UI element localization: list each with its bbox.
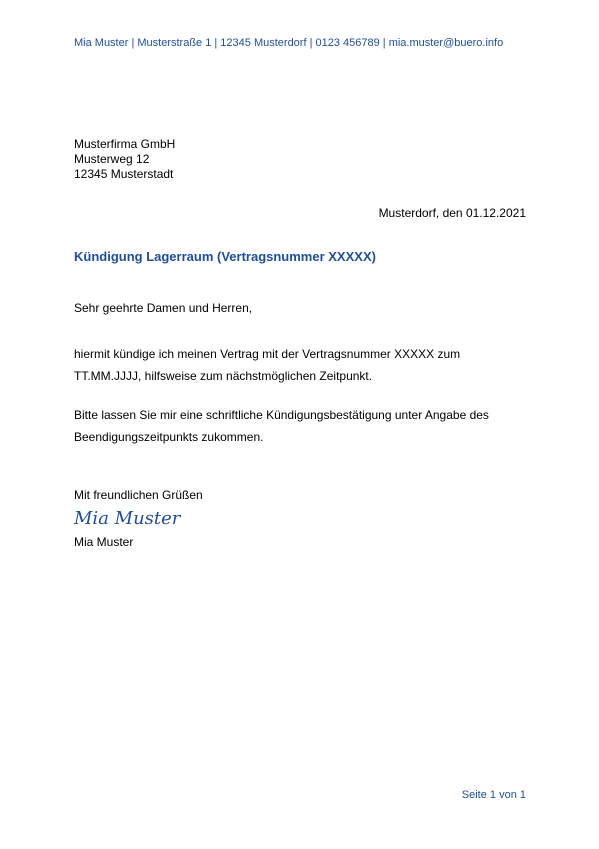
- body-paragraph-1: [74, 343, 460, 387]
- handwritten-signature: Mia Muster: [74, 508, 181, 529]
- signer-name: Mia Muster: [74, 535, 134, 549]
- body-paragraph-2: [74, 404, 489, 448]
- body-paragraph-1-line-2: TT.MM.JJJJ, hilfsweise zum nächstmöglichen Zeitpunkt.: [74, 369, 373, 383]
- recipient-address-block: [74, 137, 175, 182]
- closing-phrase: Mit freundlichen Grüßen: [74, 488, 203, 502]
- salutation: Sehr geehrte Damen und Herren,: [74, 301, 253, 315]
- recipient-city: 12345 Musterstadt: [74, 167, 174, 181]
- recipient-street: Musterweg 12: [74, 152, 150, 166]
- page-number: Seite 1 von 1: [461, 789, 526, 801]
- body-paragraph-2-line-1: Bitte lassen Sie mir eine schriftliche Kündigungsbestätigung unter Angabe des: [74, 408, 489, 422]
- recipient-company: Musterfirma GmbH: [74, 137, 176, 151]
- body-paragraph-2-line-2: Beendigungszeitpunkts zukommen.: [74, 430, 264, 444]
- subject-line: Kündigung Lagerraum (Vertragsnummer XXXXX): [74, 249, 376, 264]
- place-date-line: Musterdorf, den 01.12.2021: [378, 206, 526, 220]
- sender-address-line: Mia Muster | Musterstraße 1 | 12345 Musterdorf | 0123 456789 | mia.muster@buero.info: [74, 37, 504, 49]
- body-paragraph-1-line-1: hiermit kündige ich meinen Vertrag mit der Vertragsnummer XXXXX zum: [74, 347, 461, 361]
